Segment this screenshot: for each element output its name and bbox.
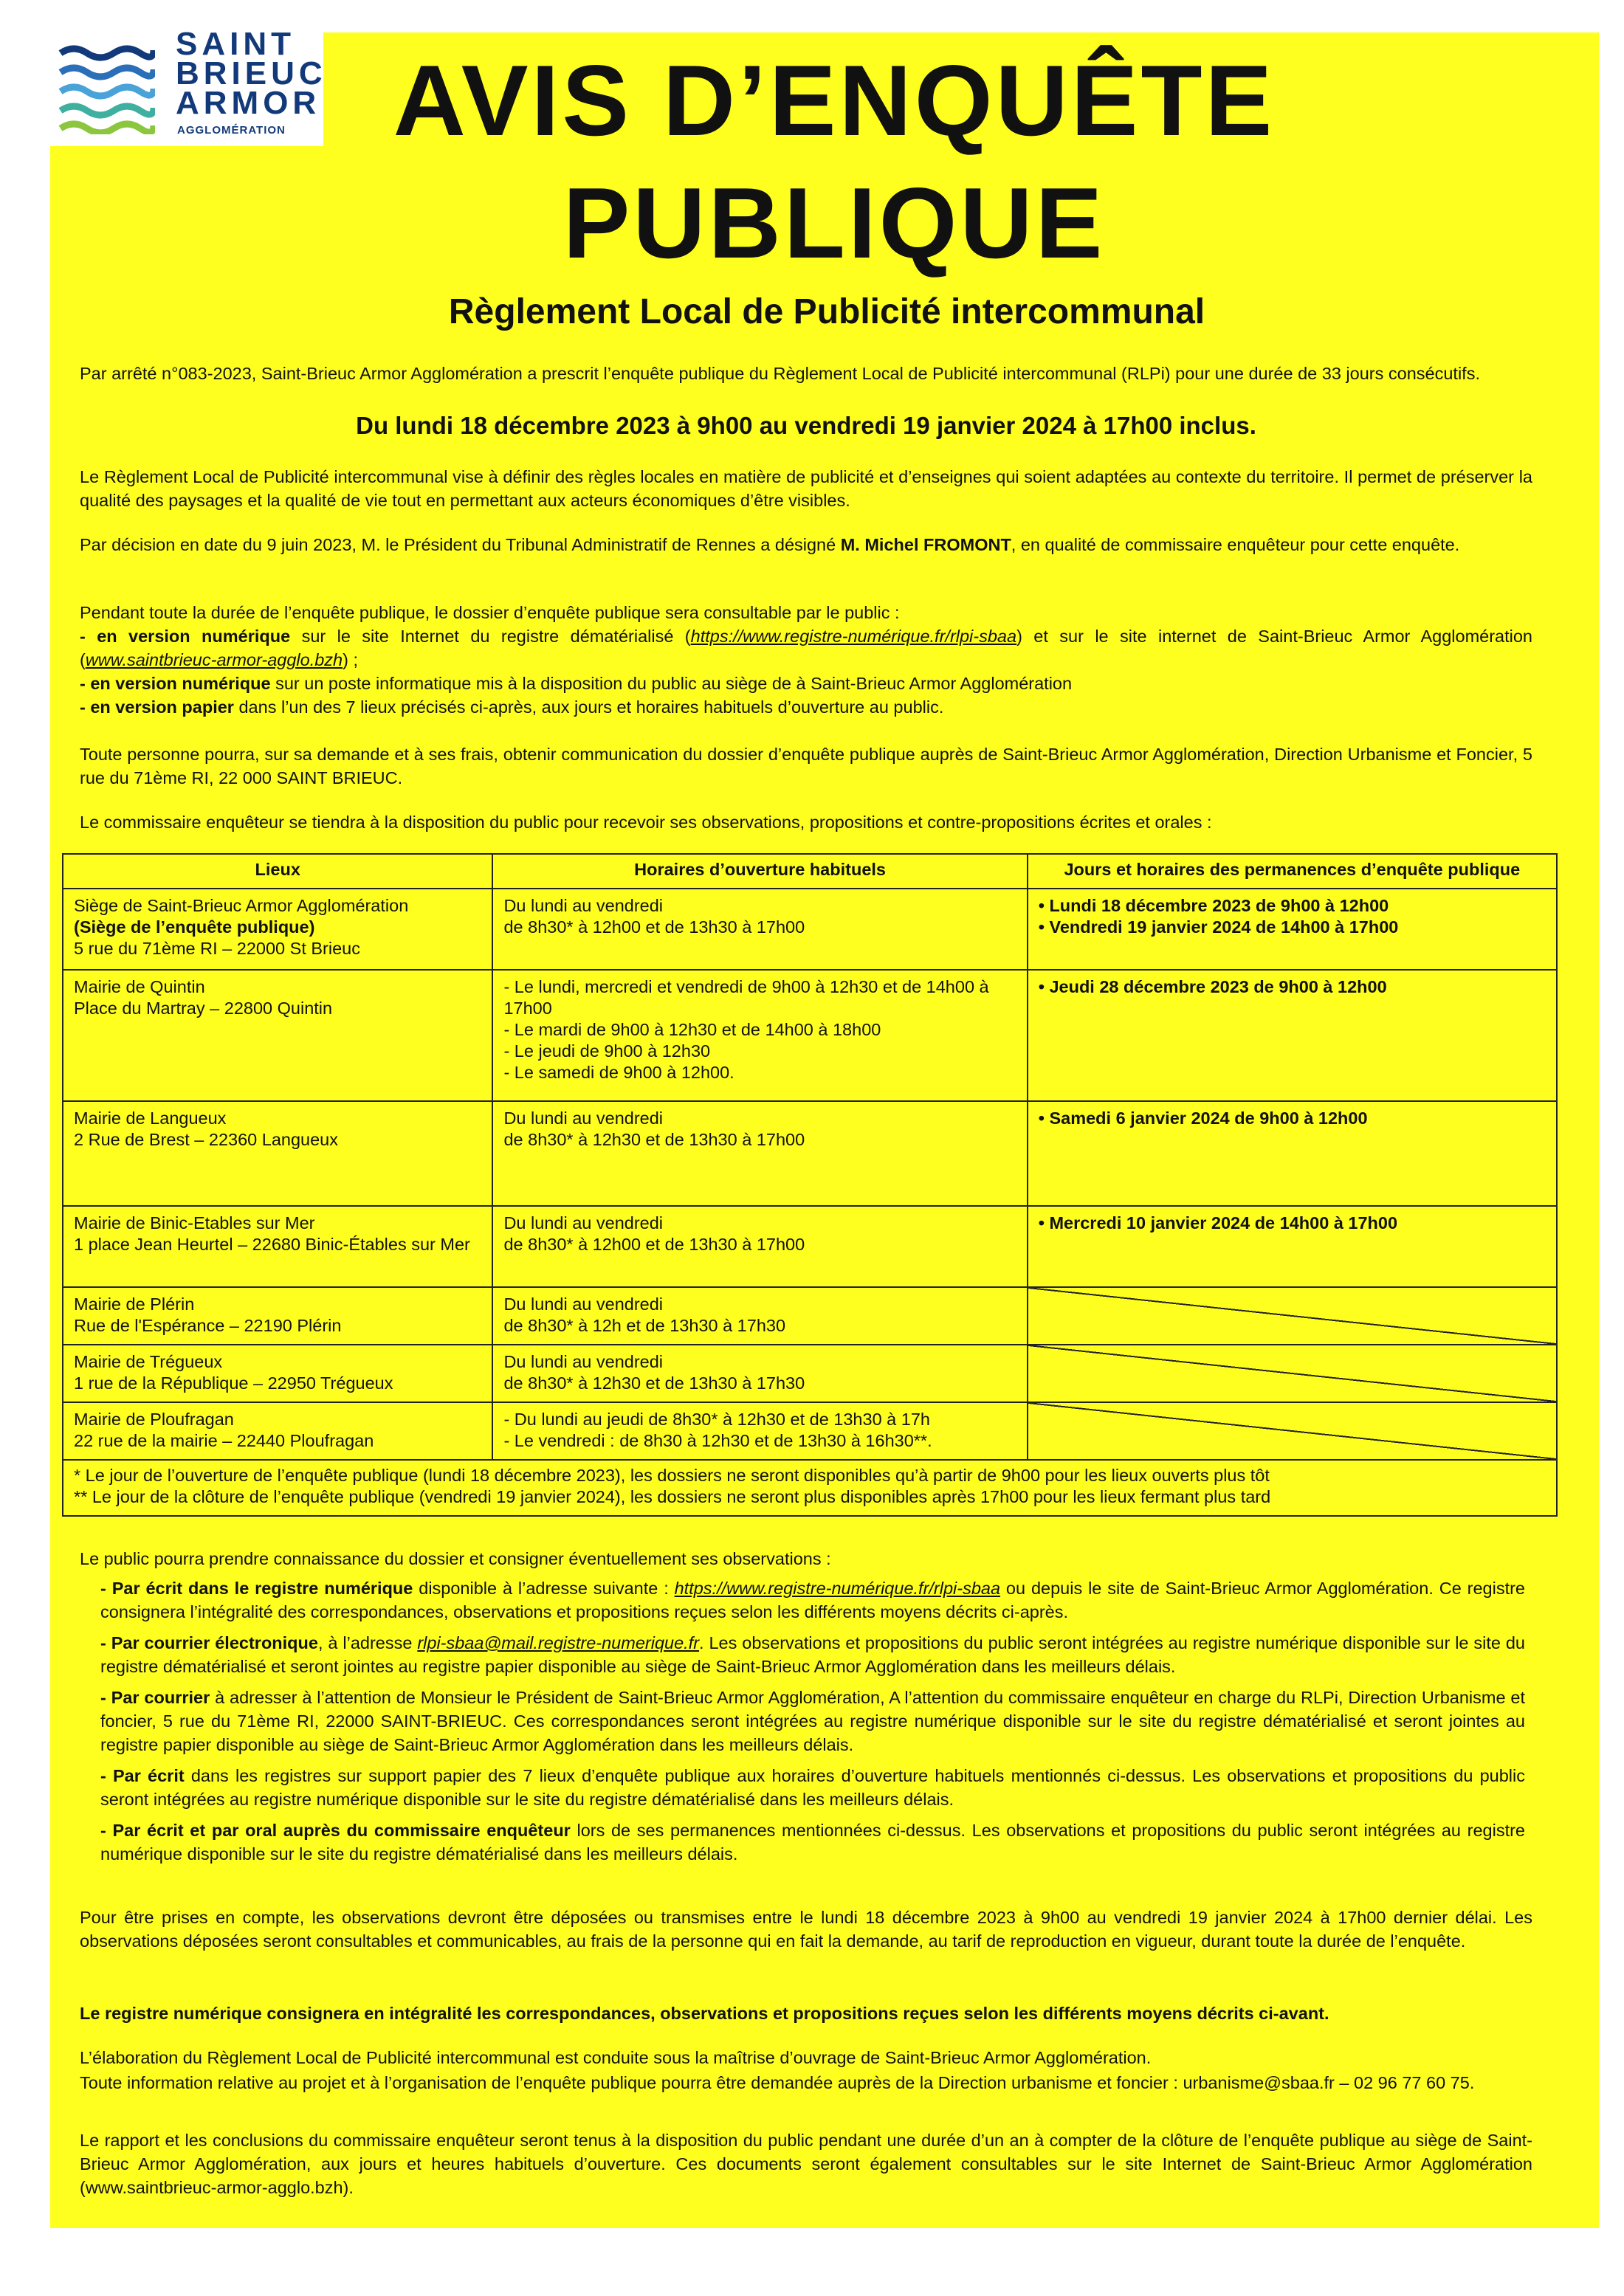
logo (50, 26, 327, 146)
purpose-paragraph: Le Règlement Local de Publicité intercommunal vise à définir des règles locales en matière de publicité et d’enseignes qui soient adaptées au contexte du territoire. Il permet de préserver la qualité des paysages et la qualité de vie tout en permettant aux acteurs économiques d’être visibles. (80, 467, 1532, 510)
consult-item-1-label: - en version numérique (80, 627, 291, 646)
location-name: Mairie de Langueux (74, 1109, 227, 1128)
empty-permanence-cell (1028, 1345, 1557, 1402)
consult-item-1-text-a: sur le site Internet du registre dématérialisé ( (290, 627, 691, 646)
empty-permanence-cell (1028, 1402, 1557, 1460)
list-item (100, 1686, 1525, 1757)
logo-line-1: SAINT (176, 26, 295, 62)
hours-line: de 8h30* à 12h30 et de 13h30 à 17h00 (503, 1130, 805, 1149)
hours-line: - Le mardi de 9h00 à 12h30 et de 14h00 à 18h00 (503, 1020, 881, 1039)
consult-item-1-text-c: ) ; (343, 650, 359, 669)
decision-text-after: , en qualité de commissaire enquêteur pour cette enquête. (1011, 535, 1460, 554)
location-cell (63, 889, 492, 970)
consult-item-3-label: - en version papier (80, 697, 234, 717)
hours-line: de 8h30* à 12h et de 13h30 à 17h30 (503, 1316, 786, 1335)
observation-method-text: ou depuis le site de Saint-Brieuc Armor Agglomération. Ce registre consignera l’intégralité des correspondances, observations et propositions reçues selon les différents moyens décrits ci-après. (100, 1579, 1525, 1621)
location-cell (63, 1206, 492, 1287)
location-address: 2 Rue de Brest – 22360 Langueux (74, 1130, 338, 1149)
hours-line: - Le vendredi : de 8h30 à 12h30 et de 13h30 à 16h30**. (503, 1431, 932, 1450)
location-name: Mairie de Ploufragan (74, 1410, 234, 1429)
hours-line: Du lundi au vendredi (503, 1213, 664, 1233)
observation-method-text: disponible à l’adresse suivante : (413, 1579, 675, 1598)
table-row (63, 1206, 1557, 1287)
email-link[interactable]: rlpi-sbaa@mail.registre-numerique.fr (417, 1633, 700, 1652)
observation-method-label: - Par écrit (100, 1766, 185, 1785)
permanence-cell (1028, 889, 1557, 970)
permanence-line: • Lundi 18 décembre 2023 de 9h00 à 12h00 (1038, 896, 1389, 915)
list-item (100, 1818, 1525, 1866)
locations-table (62, 853, 1558, 1517)
list-item (100, 1764, 1525, 1811)
consult-item-2-text: sur un poste informatique mis à la disposition du public au siège de à Saint-Brieuc Armor Agglomération (270, 674, 1073, 693)
location-note: (Siège de l’enquête publique) (74, 917, 315, 937)
consult-intro: Pendant toute la durée de l’enquête publique, le dossier d’enquête publique sera consultable par le public : (80, 603, 900, 622)
observation-method-text: lors de ses permanences mentionnées ci-dessus. Les observations et propositions du public seront intégrées au registre numérique disponible sur le site du registre dématérialisé dans les meilleurs délais. (100, 1821, 1525, 1864)
empty-permanence-cell (1028, 1287, 1557, 1345)
consult-block (80, 601, 1532, 719)
location-address: Rue de l'Espérance – 22190 Plérin (74, 1316, 342, 1335)
observation-method-text: dans les registres sur support papier des 7 lieux d’enquête publique aux horaires d’ouverture habituels mentionnés ci-dessus. Les observations et propositions du public seront intégrées au registre numérique disponible sur le site du registre dématérialisé dans les meilleurs délais. (100, 1766, 1525, 1809)
location-name: Siège de Saint-Brieuc Armor Agglomération (74, 896, 409, 915)
logo-line-2: BRIEUC (176, 55, 327, 92)
table-row (63, 1345, 1557, 1402)
list-item (100, 1631, 1525, 1678)
hours-cell (492, 970, 1027, 1101)
location-address: 1 place Jean Heurtel – 22680 Binic-Étables sur Mer (74, 1235, 470, 1254)
intro-paragraph: Par arrêté n°083-2023, Saint-Brieuc Armor Agglomération a prescrit l’enquête publique du Règlement Local de Publicité intercommunal (RLPi) pour une durée de 33 jours consécutifs. (80, 364, 1480, 383)
location-name: Mairie de Binic-Etables sur Mer (74, 1213, 315, 1233)
hours-line: Du lundi au vendredi (503, 1294, 664, 1314)
hours-cell (492, 889, 1027, 970)
observation-method-text: , à l’adresse (317, 1633, 418, 1652)
hours-line: - Le jeudi de 9h00 à 12h30 (503, 1041, 711, 1061)
registry-link[interactable]: https://www.registre-numérique.fr/rlpi-sbaa (690, 627, 1017, 646)
permanence-line: • Jeudi 28 décembre 2023 de 9h00 à 12h00 (1038, 977, 1387, 996)
table-note-1: * Le jour de l’ouverture de l’enquête publique (lundi 18 décembre 2023), les dossiers ne seront disponibles qu’à partir de 9h00 pour les lieux ouverts plus tôt (74, 1466, 1270, 1485)
location-cell (63, 1345, 492, 1402)
consult-item-3-text: dans l’un des 7 lieux précisés ci-après, aux jours et horaires habituels d’ouverture au public. (233, 697, 944, 717)
location-address: Place du Martray – 22800 Quintin (74, 999, 333, 1018)
agglo-site-link[interactable]: www.saintbrieuc-armor-agglo.bzh (85, 650, 343, 669)
observations-intro: Le public pourra prendre connaissance du dossier et consigner éventuellement ses observations : (80, 1549, 831, 1568)
rapport-paragraph: Le rapport et les conclusions du commissaire enquêteur seront tenus à la disposition du public pendant une durée d’un an à compter de la clôture de l’enquête publique au siège de Saint-Brieuc Armor Agglomération, aux jours et heures habituels d’ouverture. Ces documents seront également consultables sur le site Internet de Saint-Brieuc Armor Agglomération (www.saintbrieuc-armor-agglo.bzh). (80, 2131, 1532, 2197)
hours-cell (492, 1402, 1027, 1460)
observation-method-label: - Par écrit dans le registre numérique (100, 1579, 413, 1598)
consult-item-3 (80, 695, 1532, 719)
header-horaires: Horaires d’ouverture habituels (492, 854, 1027, 889)
location-name: Mairie de Plérin (74, 1294, 195, 1314)
hours-line: - Le lundi, mercredi et vendredi de 9h00 à 12h30 et de 14h00 à 17h00 (503, 977, 989, 1018)
hours-line: de 8h30* à 12h00 et de 13h30 à 17h00 (503, 1235, 805, 1254)
hours-line: - Le samedi de 9h00 à 12h00. (503, 1063, 734, 1082)
hours-cell (492, 1345, 1027, 1402)
registry-link[interactable]: https://www.registre-numérique.fr/rlpi-sbaa (674, 1579, 1001, 1598)
observation-method-label: - Par écrit et par oral auprès du commissaire enquêteur (100, 1821, 571, 1840)
table-header-row (63, 854, 1557, 889)
observation-method-text: . Les observations et propositions du public seront intégrées au registre numérique disponible sur le site du registre dématérialisé et seront jointes au registre papier disponible au siège de Saint-Brieuc Armor Agglomération dans les meilleurs délais. (100, 1633, 1525, 1676)
hours-cell (492, 1206, 1027, 1287)
location-cell (63, 970, 492, 1101)
commissioner-paragraph: Le commissaire enquêteur se tiendra à la disposition du public pour recevoir ses observations, propositions et contre-propositions écrites et orales : (80, 813, 1212, 832)
hours-cell (492, 1287, 1027, 1345)
table-row (63, 970, 1557, 1101)
permanence-cell (1028, 1101, 1557, 1206)
header-lieux: Lieux (63, 854, 492, 889)
permanence-line: • Samedi 6 janvier 2024 de 9h00 à 12h00 (1038, 1109, 1368, 1128)
location-cell (63, 1101, 492, 1206)
location-cell (63, 1287, 492, 1345)
table-row (63, 1101, 1557, 1206)
hours-line: Du lundi au vendredi (503, 1109, 664, 1128)
title-line-2: PUBLIQUE (562, 167, 1106, 279)
contact-paragraph: Toute information relative au projet et à l’organisation de l’enquête publique pourra être demandée auprès de la Direction urbanisme et foncier : urbanisme@sbaa.fr – 02 96 77 60 75. (80, 2073, 1475, 2092)
location-name: Mairie de Quintin (74, 977, 205, 996)
hours-line: Du lundi au vendredi (503, 1352, 664, 1371)
copy-request-paragraph: Toute personne pourra, sur sa demande et à ses frais, obtenir communication du dossier d’enquête publique auprès de Saint-Brieuc Armor Agglomération, Direction Urbanisme et Foncier, 5 rue du 71ème RI, 22 000 SAINT BRIEUC. (80, 745, 1532, 787)
hours-line: de 8h30* à 12h00 et de 13h30 à 17h00 (503, 917, 805, 937)
hours-line: - Du lundi au jeudi de 8h30* à 12h30 et de 13h30 à 17h (503, 1410, 930, 1429)
table-row (63, 1287, 1557, 1345)
permanence-cell (1028, 970, 1557, 1101)
hours-line: de 8h30* à 12h30 et de 13h30 à 17h30 (503, 1373, 805, 1393)
maitrise-paragraph: L’élaboration du Règlement Local de Publicité intercommunal est conduite sous la maîtrise d’ouvrage de Saint-Brieuc Armor Agglomération. (80, 2048, 1152, 2067)
permanence-cell (1028, 1206, 1557, 1287)
table-notes (63, 1460, 1557, 1516)
permanence-line: • Mercredi 10 janvier 2024 de 14h00 à 17h00 (1038, 1213, 1398, 1233)
observation-method-label: - Par courrier électronique (100, 1633, 318, 1652)
registre-paragraph: Le registre numérique consignera en intégralité les correspondances, observations et propositions reçues selon les différents moyens décrits ci-avant. (80, 2004, 1329, 2023)
location-address: 1 rue de la République – 22950 Trégueux (74, 1373, 393, 1393)
consult-item-1-text-b: ) et sur le site internet de Saint-Brieuc Armor Agglomération ( (80, 627, 1533, 669)
observations-list (100, 1576, 1525, 1873)
table-row (63, 1402, 1557, 1460)
observation-method-label: - Par courrier (100, 1688, 210, 1707)
table-row (63, 889, 1557, 970)
subtitle: Règlement Local de Publicité intercommunal (448, 292, 1205, 331)
inquiry-dates: Du lundi 18 décembre 2023 à 9h00 au vendredi 19 janvier 2024 à 17h00 inclus. (356, 412, 1256, 439)
header-permanences: Jours et horaires des permanences d’enquête publique (1028, 854, 1557, 889)
consult-item-2-label: - en version numérique (80, 674, 271, 693)
hours-line: Du lundi au vendredi (503, 896, 664, 915)
consult-item-2 (80, 672, 1532, 695)
location-address: 5 rue du 71ème RI – 22000 St Brieuc (74, 939, 360, 958)
table-note-2: ** Le jour de la clôture de l’enquête publique (vendredi 19 janvier 2024), les dossiers ne seront plus disponibles après 17h00 pour les lieux fermant plus tard (74, 1487, 1271, 1506)
list-item (100, 1576, 1525, 1624)
decision-paragraph (80, 533, 1532, 556)
location-cell (63, 1402, 492, 1460)
location-name: Mairie de Trégueux (74, 1352, 223, 1371)
consult-item-1 (80, 624, 1532, 672)
location-address: 22 rue de la mairie – 22440 Ploufragan (74, 1431, 374, 1450)
table-notes-row (63, 1460, 1557, 1516)
waves-logo-icon (58, 37, 155, 134)
logo-line-3: ARMOR (176, 85, 321, 121)
hours-cell (492, 1101, 1027, 1206)
title-line-1: AVIS D’ENQUÊTE (393, 44, 1276, 156)
permanence-line: • Vendredi 19 janvier 2024 de 14h00 à 17h00 (1038, 917, 1399, 937)
logo-line-4: AGGLOMÉRATION (177, 124, 286, 137)
observation-method-text: à adresser à l’attention de Monsieur le Président de Saint-Brieuc Armor Agglomération, A l’attention du commissaire enquêteur en charge du RLPi, Direction Urbanisme et foncier, 5 rue du 71ème RI, 22000 SAINT-BRIEUC. Ces correspondances seront intégrées au registre numérique disponible sur le site du registre dématérialisé et seront jointes au registre papier disponible au siège de Saint-Brieuc Armor Agglomération dans les meilleurs délais. (100, 1688, 1525, 1754)
decision-text-before: Par décision en date du 9 juin 2023, M. le Président du Tribunal Administratif de Rennes a désigné (80, 535, 841, 554)
deadline-paragraph: Pour être prises en compte, les observations devront être déposées ou transmises entre le lundi 18 décembre 2023 à 9h00 au vendredi 19 janvier 2024 à 17h00 dernier délai. Les observations déposées seront consultables et communicables, au frais de la personne qui en fait la demande, au tarif de reproduction en vigueur, durant toute la durée de l’enquête. (80, 1908, 1532, 1951)
commissioner-name: M. Michel FROMONT (840, 535, 1011, 554)
